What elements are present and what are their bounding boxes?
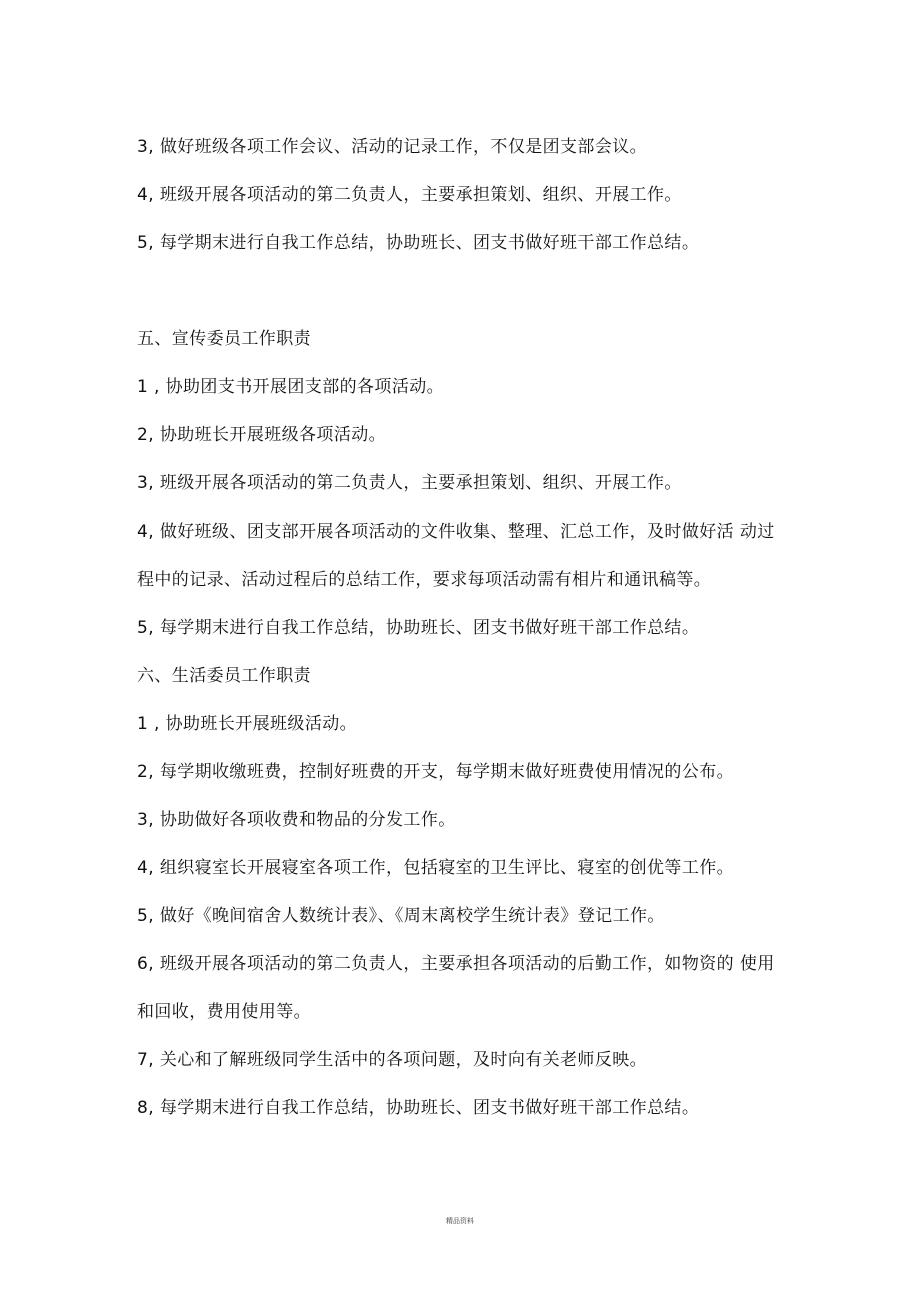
section5-item-4: 4, 做好班级、团支部开展各项活动的文件收集、整理、汇总工作，及时做好活 动过 (137, 522, 775, 542)
section4-item-3: 3, 做好班级各项工作会议、活动的记录工作，不仅是团支部会议。 (137, 137, 648, 157)
section4-item-5: 5, 每学期末进行自我工作总结，协助班长、团支书做好班干部工作总结。 (137, 233, 700, 253)
section5-item-4-continued: 程中的记录、活动过程后的总结工作，要求每项活动需有相片和通讯稿等。 (137, 570, 712, 590)
section4-item-4: 4, 班级开展各项活动的第二负责人，主要承担策划、组织、开展工作。 (137, 185, 682, 205)
section5-heading: 五、宣传委员工作职责 (137, 329, 311, 349)
section6-item-1: 1 , 协助班长开展班级活动。 (137, 714, 358, 734)
section6-item-8: 8, 每学期末进行自我工作总结，协助班长、团支书做好班干部工作总结。 (137, 1098, 700, 1118)
section6-item-6: 6, 班级开展各项活动的第二负责人，主要承担各项活动的后勤工作，如物资的 使用 (137, 954, 775, 974)
section6-item-6-continued: 和回收，费用使用等。 (137, 1002, 311, 1022)
section6-item-4: 4, 组织寝室长开展寝室各项工作，包括寝室的卫生评比、寝室的创优等工作。 (137, 858, 735, 878)
section6-heading: 六、生活委员工作职责 (137, 666, 311, 686)
section6-item-5: 5, 做好《晚间宿舍人数统计表》、《周末离校学生统计表》登记工作。 (137, 906, 665, 926)
section6-item-7: 7, 关心和了解班级同学生活中的各项问题，及时向有关老师反映。 (137, 1050, 648, 1070)
section5-item-3: 3, 班级开展各项活动的第二负责人，主要承担策划、组织、开展工作。 (137, 473, 682, 493)
section5-item-5: 5, 每学期末进行自我工作总结，协助班长、团支书做好班干部工作总结。 (137, 618, 700, 638)
page-footer: 精品资料 (446, 1217, 474, 1225)
section5-item-2: 2, 协助班长开展班级各项活动。 (137, 425, 387, 445)
section6-item-2: 2, 每学期收缴班费，控制好班费的开支，每学期末做好班费使用情况的公布。 (137, 762, 735, 782)
section5-item-1: 1 , 协助团支书开展团支部的各项活动。 (137, 377, 445, 397)
section6-item-3: 3, 协助做好各项收费和物品的分发工作。 (137, 810, 456, 830)
